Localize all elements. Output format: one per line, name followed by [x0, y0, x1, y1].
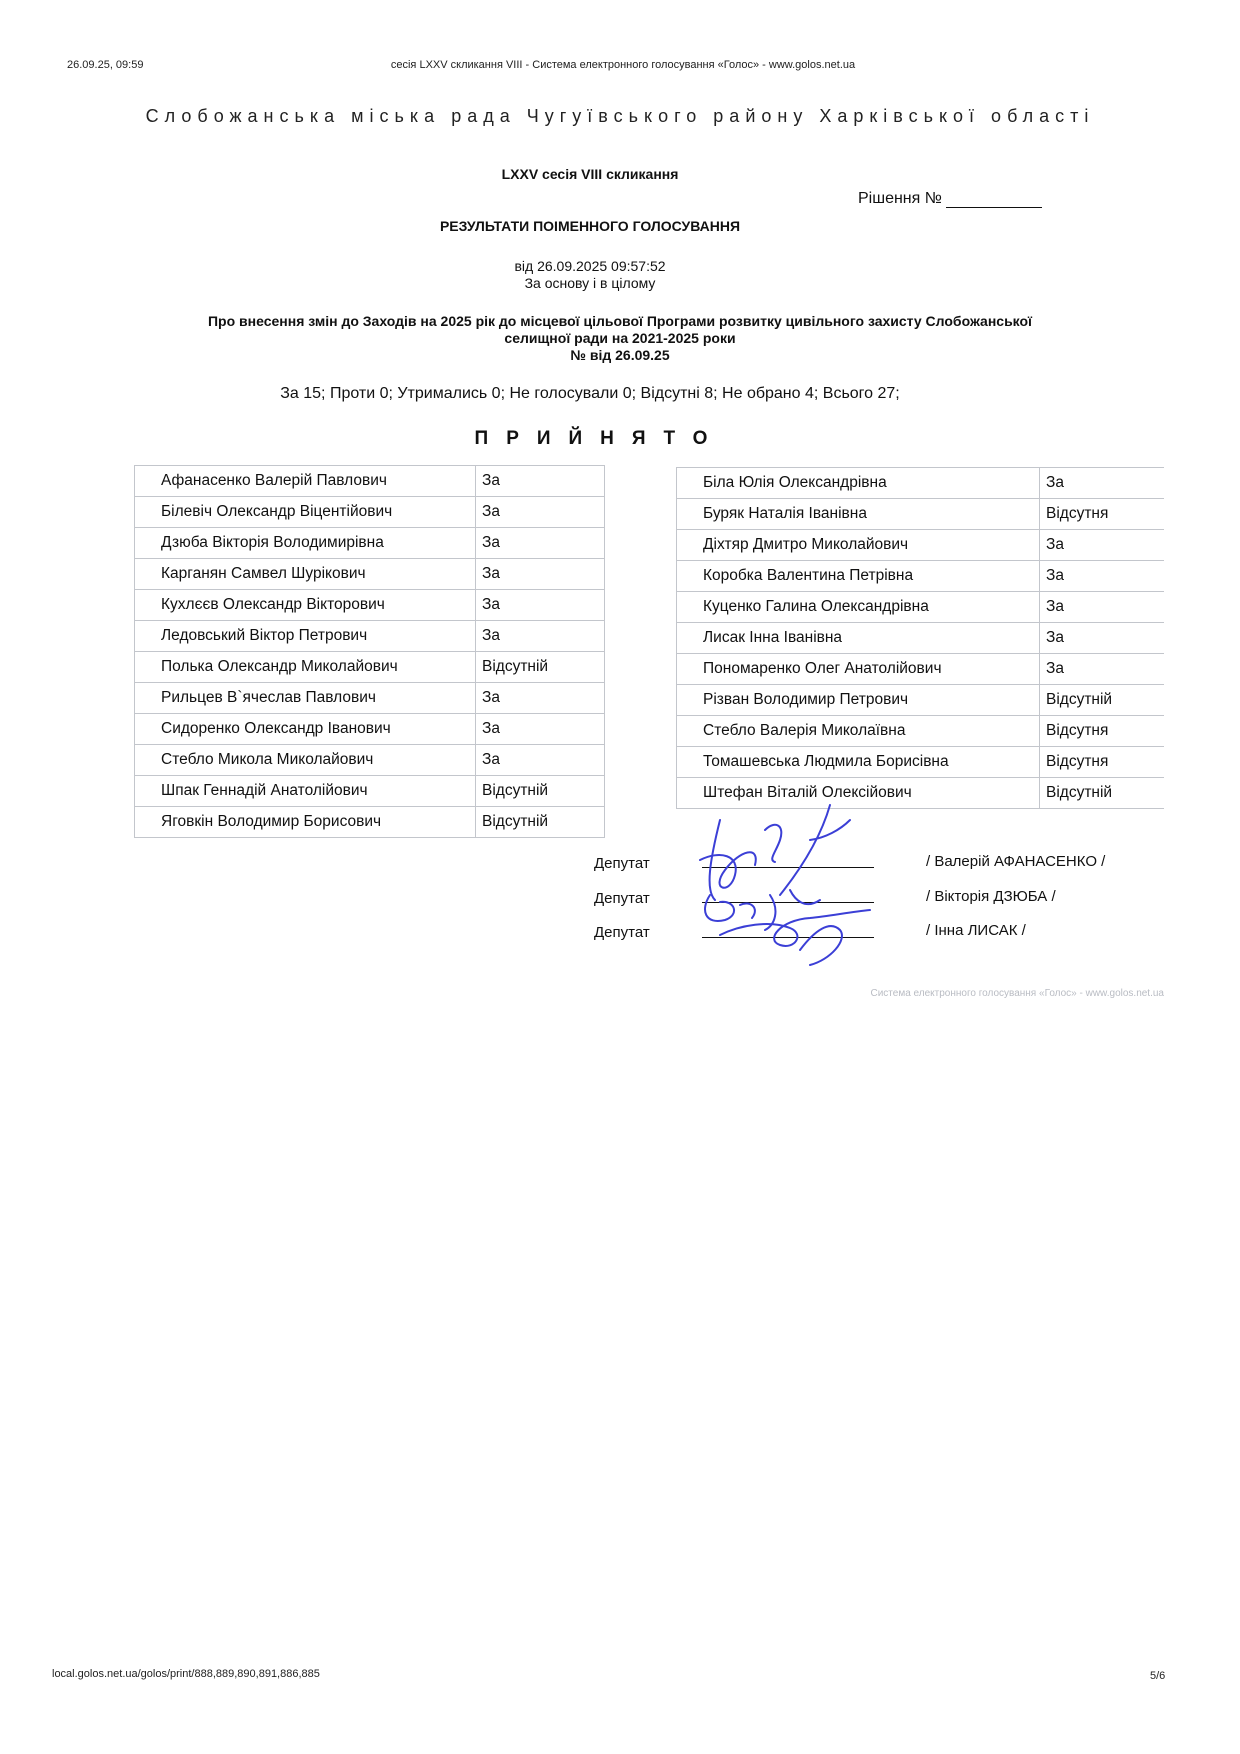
signature-name: / Валерій АФАНАСЕНКО / [926, 853, 1106, 870]
vote-result: Відсутня [1040, 499, 1165, 530]
signature-role: Депутат [594, 855, 650, 872]
vote-result: За [476, 466, 605, 497]
deputy-name: Діхтяр Дмитро Миколайович [677, 530, 1040, 561]
vote-row [677, 654, 1165, 685]
vote-result: За [476, 621, 605, 652]
deputy-name: Коробка Валентина Петрівна [677, 561, 1040, 592]
deputy-name: Буряк Наталія Іванівна [677, 499, 1040, 530]
verdict: ПРИЙНЯТО [474, 428, 726, 449]
deputy-name: Стебло Валерія Миколаївна [677, 716, 1040, 747]
deputy-name: Сидоренко Олександр Іванович [135, 714, 476, 745]
vote-result: За [1040, 530, 1165, 561]
vote-result: Відсутній [476, 807, 605, 838]
vote-row [677, 561, 1165, 592]
deputy-name: Штефан Віталій Олексійович [677, 778, 1040, 809]
vote-row [677, 747, 1165, 778]
signature-name: / Вікторія ДЗЮБА / [926, 888, 1056, 905]
deputy-name: Стебло Микола Миколайович [135, 745, 476, 776]
vote-row [135, 807, 605, 838]
vote-row [677, 499, 1165, 530]
vote-row [135, 621, 605, 652]
vote-result: За [476, 528, 605, 559]
deputy-name: Ледовський Віктор Петрович [135, 621, 476, 652]
vote-result: За [476, 497, 605, 528]
vote-row [135, 714, 605, 745]
vote-result: За [476, 714, 605, 745]
vote-date: від 26.09.2025 09:57:52 [514, 258, 666, 274]
vote-row [135, 528, 605, 559]
deputy-name: Рильцев В`ячеслав Павлович [135, 683, 476, 714]
decision-label: Рішення № [858, 190, 942, 207]
vote-row [135, 466, 605, 497]
vote-result: За [1040, 468, 1165, 499]
print-datetime: 26.09.25, 09:59 [67, 59, 144, 71]
vote-result: Відсутній [1040, 685, 1165, 716]
footer-system-watermark: Система електронного голосування «Голос» - www.golos.net.ua [870, 988, 1164, 999]
vote-row [677, 530, 1165, 561]
vote-row [135, 497, 605, 528]
vote-result: За [476, 745, 605, 776]
vote-row [677, 685, 1165, 716]
deputy-name: Різван Володимир Петрович [677, 685, 1040, 716]
signature-name: / Інна ЛИСАК / [926, 922, 1026, 939]
decision-blank-line [946, 191, 1042, 208]
deputy-name: Біла Юлія Олександрівна [677, 468, 1040, 499]
vote-result: Відсутня [1040, 747, 1165, 778]
vote-row [135, 559, 605, 590]
vote-result: Відсутній [476, 776, 605, 807]
vote-result: За [1040, 654, 1165, 685]
vote-row [135, 590, 605, 621]
vote-row [135, 652, 605, 683]
votes-table-right [676, 467, 1164, 809]
subject-line: № від 26.09.25 [570, 347, 670, 363]
vote-result: За [476, 590, 605, 621]
vote-row [135, 683, 605, 714]
deputy-name: Полька Олександр Миколайович [135, 652, 476, 683]
results-title: РЕЗУЛЬТАТИ ПОІМЕННОГО ГОЛОСУВАННЯ [439, 218, 741, 234]
print-source: сесія LXXV скликання VIII - Система електронного голосування «Голос» - www.golos.net.ua [390, 59, 856, 71]
deputy-name: Шпак Геннадій Анатолійович [135, 776, 476, 807]
council-name: Слобожанська міська рада Чугуївського району Харківської області [145, 106, 1095, 126]
page-number: 5/6 [1150, 1670, 1166, 1682]
subject-line: селищної ради на 2021-2025 роки [504, 330, 736, 346]
deputy-name: Куценко Галина Олександрівна [677, 592, 1040, 623]
vote-result: За [1040, 623, 1165, 654]
vote-row [677, 592, 1165, 623]
deputy-name: Білевіч Олександр Віцентійович [135, 497, 476, 528]
signature-role: Депутат [594, 924, 650, 941]
vote-summary: За 15; Проти 0; Утримались 0; Не голосували 0; Відсутні 8; Не обрано 4; Всього 27; [280, 385, 900, 402]
vote-row [677, 716, 1165, 747]
vote-row [135, 776, 605, 807]
decision-number [858, 190, 1042, 208]
deputy-name: Дзюба Вікторія Володимирівна [135, 528, 476, 559]
vote-result: За [476, 559, 605, 590]
footer-url: local.golos.net.ua/golos/print/888,889,890,891,886,885 [52, 1668, 320, 1680]
session-title: LXXV сесія VIII скликання [501, 166, 679, 182]
deputy-name: Афанасенко Валерій Павлович [135, 466, 476, 497]
signature-role: Депутат [594, 890, 650, 907]
votes-table-left [134, 465, 605, 838]
vote-result: За [1040, 592, 1165, 623]
deputy-name: Яговкін Володимир Борисович [135, 807, 476, 838]
vote-result: Відсутній [1040, 778, 1165, 809]
deputy-name: Лисак Інна Іванівна [677, 623, 1040, 654]
vote-result: Відсутня [1040, 716, 1165, 747]
subject-line: Про внесення змін до Заходів на 2025 рік до місцевої цільової Програми розвитку цивільного захисту Слобожанської [207, 313, 1032, 329]
deputy-name: Карганян Самвел Шурікович [135, 559, 476, 590]
vote-row [677, 468, 1165, 499]
vote-result: За [476, 683, 605, 714]
vote-row [135, 745, 605, 776]
deputy-name: Пономаренко Олег Анатолійович [677, 654, 1040, 685]
vote-row [677, 623, 1165, 654]
handwritten-signatures [680, 800, 900, 970]
vote-result: Відсутній [476, 652, 605, 683]
deputy-name: Томашевська Людмила Борисівна [677, 747, 1040, 778]
vote-result: За [1040, 561, 1165, 592]
vote-basis: За основу і в цілому [524, 275, 656, 291]
subject [160, 313, 1080, 364]
deputy-name: Кухлєєв Олександр Вікторович [135, 590, 476, 621]
